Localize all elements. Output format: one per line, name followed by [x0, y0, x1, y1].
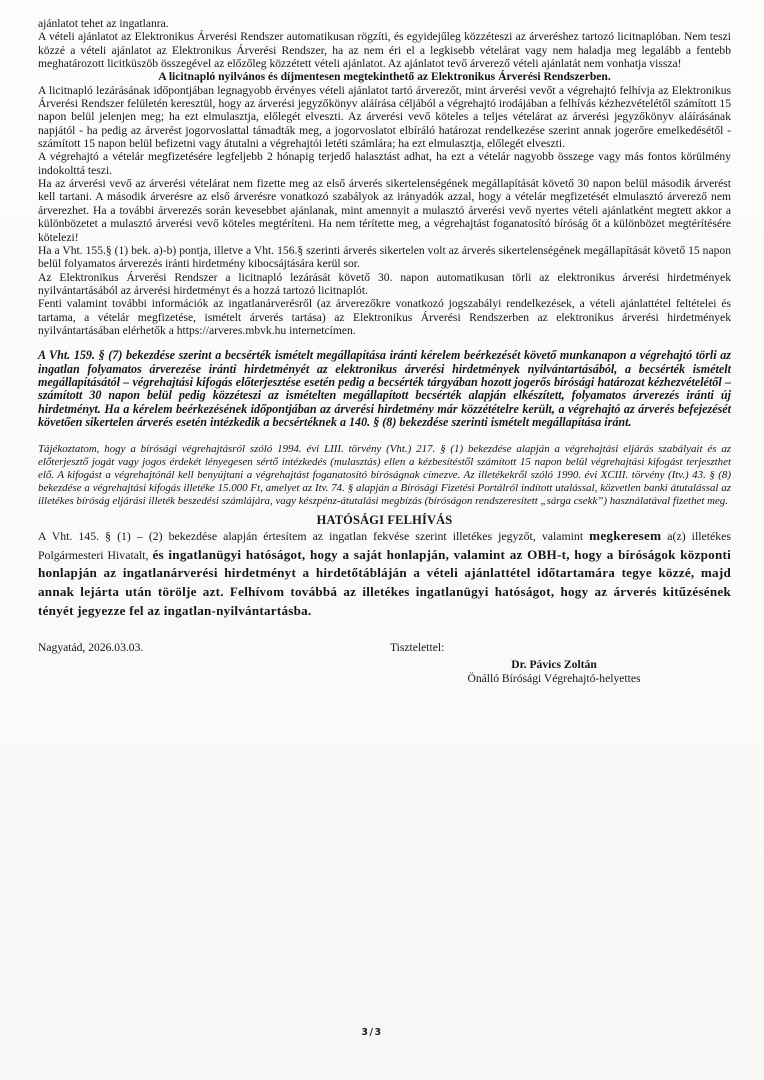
- signer-name: Dr. Pávics Zoltán: [511, 657, 597, 671]
- paragraph-halasztas: A végrehajtó a vételár megfizetésére legfeljebb 2 hónapig terjedő halasztást adhat, ha ezt a vételár nagyobb összege vagy más fontos körülmény indokolttá teszi.: [38, 150, 731, 177]
- paragraph-licitnaplo-lezaras: A licitnapló lezárásának időpontjában legnagyobb érvényes vételi ajánlatot tartó árverezőt, mint árverési vevőt a végrehajtó felhívja az Elektronikus Árverési Rendszer felületén keresztül, hogy az árverési jegyzőkönyv aláírása céljából a végrehajtó irodájában a felhívás kézhezvételétől számított 15 napon belül jelenjen meg; ha ezt elmulasztja, előlegét elveszti. Az árverési vevő köteles a teljes vételárat az árverési jegyzőkönyv aláírásának napjától - ha pedig az árverést jogorvoslattal támadták meg, a jogorvoslatot elbíráló határozat rendelkezése szerint annak jogerőre emelkedésétől - számított 15 napon belül befizetni vagy átutalni a végrehajtói letéti számlára; ha ezt elmulasztja, előlegét elveszti.: [38, 83, 731, 151]
- paragraph-automatikus-torles: Az Elektronikus Árverési Rendszer a licitnapló lezárását követő 30. napon automatikusan törli az elektronikus árverési hirdetmények nyilvántartásából az árverési hirdetményt és a hozzá tartozó licitnaplót.: [38, 270, 731, 297]
- hatosagi-lead-text: A Vht. 145. § (1) – (2) bekezdése alapján értesítem az ingatlan fekvése szerint illetékes jegyzőt, valamint: [38, 528, 590, 543]
- hatosagi-mid-text: a(z) illetékes Polgármesteri Hivatalt,: [38, 528, 731, 562]
- paragraph-vht-159: A Vht. 159. § (7) bekezdése szerint a becsérték ismételt megállapítása iránti kérelem beérkezését követő munkanapon a végrehajtó törli az ingatlan folyamatos árverezése iránti hirdetményét az elektronikus árverési hirdetmények nyilvántartásából, a becsérték ismételt megállapításától – végrehajtási kifogás előterjesztése esetén pedig a becsérték tárgyában hozott jogerős bírósági határozat kézhezvételétől – számított 30 napon belül pedig közzéteszi az ismételten megállapított becsérték alapján elkészített, folyamatos árverezés iránti új hirdetményt. Ha a kérelem beérkezésének időpontjában az árverési hirdetmény már közzétételre került, a végrehajtó az árverés befejezését követően sikertelen árverés esetén intézkedik a becsértéknek a 140. § (8) bekezdése szerinti ismételt megállapítása iránt.: [38, 348, 731, 429]
- paragraph-masodik-arveres: Ha az árverési vevő az árverési vételárat nem fizette meg az első árverés sikertelenségének megállapítását követő 30 napon belül második árverést kell tartani. A második árverésre az első árverésre vonatkozó szabályok az irányadók azzal, hogy a vételár megfizetését elmulasztó árverező nem árverezhet. Ha a további árverezés során kevesebbet ajánlanak, mint amennyit a mulasztó árverési vevő nyertes vételi ajánlatként megtett akkor a különbözetet a mulasztó árverési vevő köteles megtéríteni. Ha nem térítette meg, a végrehajtást foganatosító bíróság őt a különbözet megtérítésére kötelezi!: [38, 177, 731, 244]
- heading-licitnaplo-nyilvanos: A licitnapló nyilvános és díjmentesen megtekinthető az Elektronikus Árverési Rendszerben.: [158, 70, 611, 84]
- paragraph-continuation-fragment: ajánlatot tehet az ingatlanra.: [38, 17, 169, 30]
- signature-block: [389, 658, 719, 687]
- paragraph-vetel-ajanlat: A vételi ajánlatot az Elektronikus Árverési Rendszer automatikusan rögzíti, és egyidejűleg közzéteszi az árveréshez tartozó licitnaplóban. Nem teszi közzé a vételi ajánlatot az Elektronikus Árverési Rendszer, ha az nem éri el a legkisebb vételárat vagy nem haladja meg legalább a fentebb meghatározott licitküszöb összegével az előzőleg közzétett vételi ajánlatot. Az ajánlatot tevő árverező vételi ajánlatát nem vonhatja vissza!: [38, 30, 731, 71]
- place-and-date: Nagyatád, 2026.03.03.: [38, 640, 144, 654]
- page-number: 3/3: [361, 1027, 383, 1038]
- hatosagi-bold-megkeresem: megkeresem: [589, 527, 662, 543]
- signoff-row: [38, 641, 731, 655]
- heading-hatosagi-felhivas: HATÓSÁGI FELHÍVÁS: [316, 512, 453, 527]
- paragraph-tajekoztatas-kifogas: Tájékoztatom, hogy a bírósági végrehajtásról szóló 1994. évi LIII. törvény (Vht.) 217. § (1) bekezdése alapján a végrehajtási eljárás szabályait és az előterjesztő jogát vagy jogos érdekét lényegesen sértő intézkedés (mulasztás) ellen a kézbesítéstől számított 15 napon belül végrehajtási kifogást terjeszthet elő. A kifogást a végrehajtónál kell benyújtani a végrehajtást foganatosító bíróságnak címezve. Az illetékekről szóló 1990. évi XCIII. törvény (Itv.) 43. § (8) bekezdése a végrehajtási kifogás illetéke 15.000 Ft, amelyet az Itv. 74. § alapján a Bírósági Fizetési Portálról indított utalással, közvetlen banki átutalással az illetékes bíróság eljárási illeték beszedési számlájára, vagy készpénz-átutalási megbízás (bíróságon rendszeresített „sárga csekk”) használatával fizethet meg.: [38, 443, 731, 507]
- paragraph-vht-155: Ha a Vht. 155.§ (1) bek. a)-b) pontja, illetve a Vht. 156.§ szerinti árverés sikertelen volt az árverés sikertelenségének megállapítását követő 15 napon belül folyamatos árverezés iránti hirdetmény kibocsájtására kerül sor.: [38, 243, 731, 271]
- paragraph-tovabbi-informaciok: Fenti valamint további információk az ingatlanárverésről (az árverezőkre vonatkozó jogszabályi rendelkezések, a vételi ajánlattétel feltételei és tartama, a vételár megfizetése, ismételt árverés tartása) az Elektronikus Árverési Rendszerben az elektronikus árverési hirdetmények nyilvántartásában elérhetők a https://arveres.mbvk.hu internetcímen.: [38, 297, 731, 337]
- signer-title: Önálló Bírósági Végrehajtó-helyettes: [467, 672, 641, 686]
- hatosagi-bold-body: és ingatlanügyi hatóságot, hogy a saját honlapján, valamint az OBH-t, hogy a bíróságok központi honlapján az ingatlanárverési hirdetményt a hirdetőtábláján a vételi ajánlattétel időtartamára tegye közzé, majd annak lejárta után törölje azt. Felhívom továbbá az illetékes ingatlanügyi hatóságot, hogy az árverés kitűzésének tényét jegyezze fel az ingatlan-nyilvántartásba.: [38, 546, 731, 619]
- closing-salutation: Tisztelettel:: [390, 640, 445, 654]
- paragraph-hatosagi-felhivas: [38, 527, 731, 621]
